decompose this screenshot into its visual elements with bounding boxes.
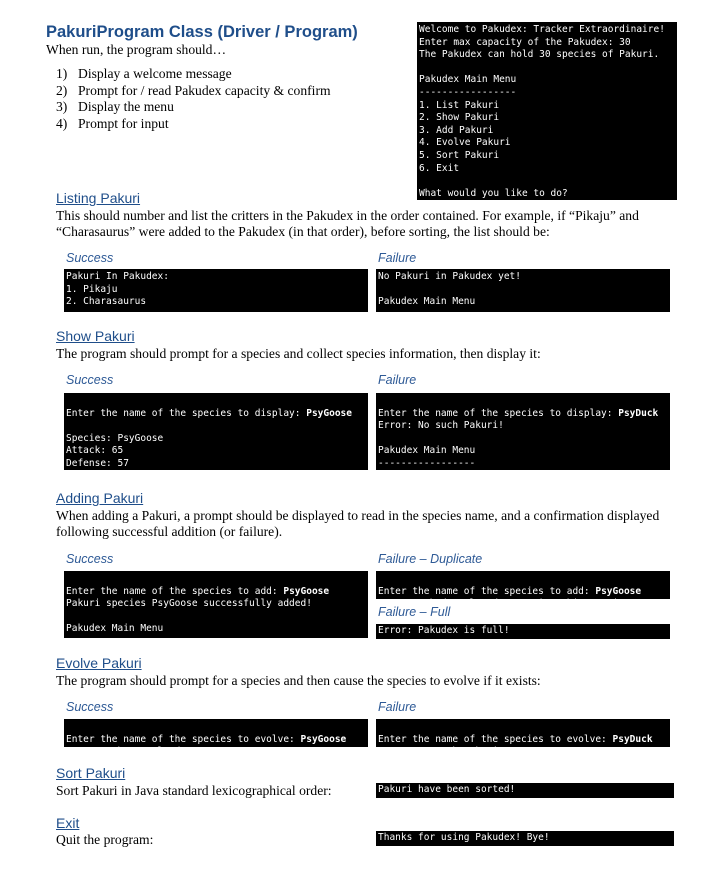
show-failure-terminal [376, 393, 670, 482]
section-heading-sort[interactable]: Sort Pakuri [56, 765, 126, 781]
evolve-failure-input: PsyDuck [612, 733, 653, 745]
evolve-failure-terminal [376, 719, 670, 758]
step-item [56, 83, 331, 100]
step-text: Prompt for input [78, 115, 169, 131]
terminal-line: Enter max capacity of the Pakudex: 30 [419, 36, 631, 48]
exit-terminal [376, 831, 674, 846]
add-description: When adding a Pakuri, a prompt should be displayed to read in the species name, and a confirmation displayed following successful addition (or failure). [56, 508, 660, 539]
show-success-prompt: Enter the name of the species to display: [66, 407, 307, 419]
sort-description: Sort Pakuri in Java standard lexicographical order: [56, 783, 332, 798]
add-dup-input: PsyGoose [595, 585, 642, 597]
terminal-lines: Species: PsyGoose Attack: 65 Defense: 57 Speed: 61 [66, 432, 164, 482]
welcome-terminal [417, 22, 677, 200]
evolve-success-terminal [64, 719, 368, 758]
terminal-line: 6. Exit [419, 162, 460, 174]
list-success-label: Success [66, 251, 114, 265]
step-text: Display a welcome message [78, 66, 232, 81]
step-text: Prompt for / read Pakudex capacity & confirm [78, 82, 331, 98]
terminal-line: 2. Charasaurus [66, 296, 147, 308]
terminal-line: 3. Add Pakuri [419, 124, 494, 136]
evolve-failure-label: Failure [378, 700, 417, 714]
exit-description: Quit the program: [56, 832, 154, 847]
add-success-input: PsyGoose [283, 585, 330, 597]
show-failure-prompt: Enter the name of the species to display: [378, 407, 619, 419]
step-number: 4) [56, 115, 68, 131]
show-success-terminal [64, 393, 368, 482]
add-dup-label: Failure – Duplicate [378, 552, 483, 566]
list-failure-label: Failure [378, 251, 417, 265]
terminal-line [419, 175, 675, 188]
add-success-label: Success [66, 552, 114, 566]
add-full-terminal [376, 624, 670, 639]
terminal-lines: Error: No such Pakuri! Pakudex Main Menu ----------------- 1. List Pakuri [378, 420, 504, 482]
intro-text: When run, the program should… [46, 42, 227, 57]
terminal-line [419, 62, 675, 75]
terminal-line: What would you like to do? [419, 187, 568, 199]
section-heading-show[interactable]: Show Pakuri [56, 328, 135, 344]
evolve-success-input: PsyGoose [300, 733, 347, 745]
terminal-line: ----------------- [419, 86, 517, 98]
terminal-line: 1. Pikaju [66, 283, 118, 295]
show-failure-label: Failure [378, 373, 417, 387]
show-description: The program should prompt for a species and collect species information, then display it: [56, 346, 541, 361]
list-description: This should number and list the critters in the Pakudex in the order contained. For example, if “Pikaju” and “Charasaurus” were added to the Pakudex (in that order), before sorting, the list should be: [56, 208, 639, 239]
sort-terminal [376, 783, 674, 798]
step-number: 2) [56, 82, 68, 98]
terminal-line: 5. Sort Pakuri [419, 149, 500, 161]
terminal-line [378, 284, 668, 297]
show-success-input: PsyGoose [306, 407, 352, 419]
terminal-line: Pakuri In Pakudex: [66, 271, 169, 282]
evolve-success-label: Success [66, 700, 114, 714]
evolve-failure-prompt: Enter the name of the species to evolve: [378, 733, 613, 745]
add-full-label: Failure – Full [378, 605, 451, 619]
add-success-terminal [64, 571, 368, 647]
step-number: 3) [56, 99, 68, 114]
steps-list [56, 66, 331, 132]
exit-line: Thanks for using Pakudex! Bye! [378, 832, 550, 843]
terminal-line: Pakudex Main Menu [419, 74, 517, 86]
add-dup-terminal [376, 571, 670, 610]
evolve-success-prompt: Enter the name of the species to evolve: [66, 733, 301, 745]
evolve-success-line: PsyGoose has evolved! [66, 746, 187, 758]
step-item [56, 116, 331, 133]
add-dup-prompt: Enter the name of the species to add: [378, 585, 596, 597]
terminal-line: Pakudex Main Menu [378, 296, 476, 308]
step-item [56, 99, 331, 116]
terminal-lines: Error: Pakudex already contains this species! [378, 598, 636, 610]
evolve-description: The program should prompt for a species and then cause the species to evolve if it exists: [56, 673, 541, 688]
section-heading-add[interactable]: Adding Pakuri [56, 490, 144, 506]
section-heading-list[interactable]: Listing Pakuri [56, 190, 141, 206]
show-success-label: Success [66, 373, 114, 387]
section-heading-evolve[interactable]: Evolve Pakuri [56, 655, 142, 671]
terminal-line: No Pakuri in Pakudex yet! [378, 271, 521, 282]
add-success-prompt: Enter the name of the species to add: [66, 585, 284, 597]
terminal-line: 1. List Pakuri [419, 99, 500, 111]
page-title: PakuriProgram Class (Driver / Program) [46, 23, 358, 41]
step-item [56, 66, 331, 83]
terminal-line: The Pakudex can hold 30 species of Pakuri. [419, 49, 660, 61]
section-heading-exit[interactable]: Exit [56, 815, 80, 831]
terminal-line: 4. Evolve Pakuri [419, 137, 511, 149]
list-success-terminal [64, 269, 368, 312]
terminal-line: 2. Show Pakuri [419, 112, 500, 124]
list-failure-terminal [376, 269, 670, 312]
evolve-failure-line: Error: No such Pakuri! [378, 746, 504, 758]
terminal-lines: Pakuri species PsyGoose successfully added! Pakudex Main Menu ----------------- [66, 598, 312, 647]
step-number: 1) [56, 66, 68, 81]
step-text: Display the menu [78, 99, 174, 114]
show-failure-input: PsyDuck [618, 407, 659, 419]
add-full-line: Error: Pakudex is full! [378, 625, 510, 636]
sort-line: Pakuri have been sorted! [378, 784, 516, 795]
terminal-line: Welcome to Pakudex: Tracker Extraordinaire! [419, 24, 665, 35]
